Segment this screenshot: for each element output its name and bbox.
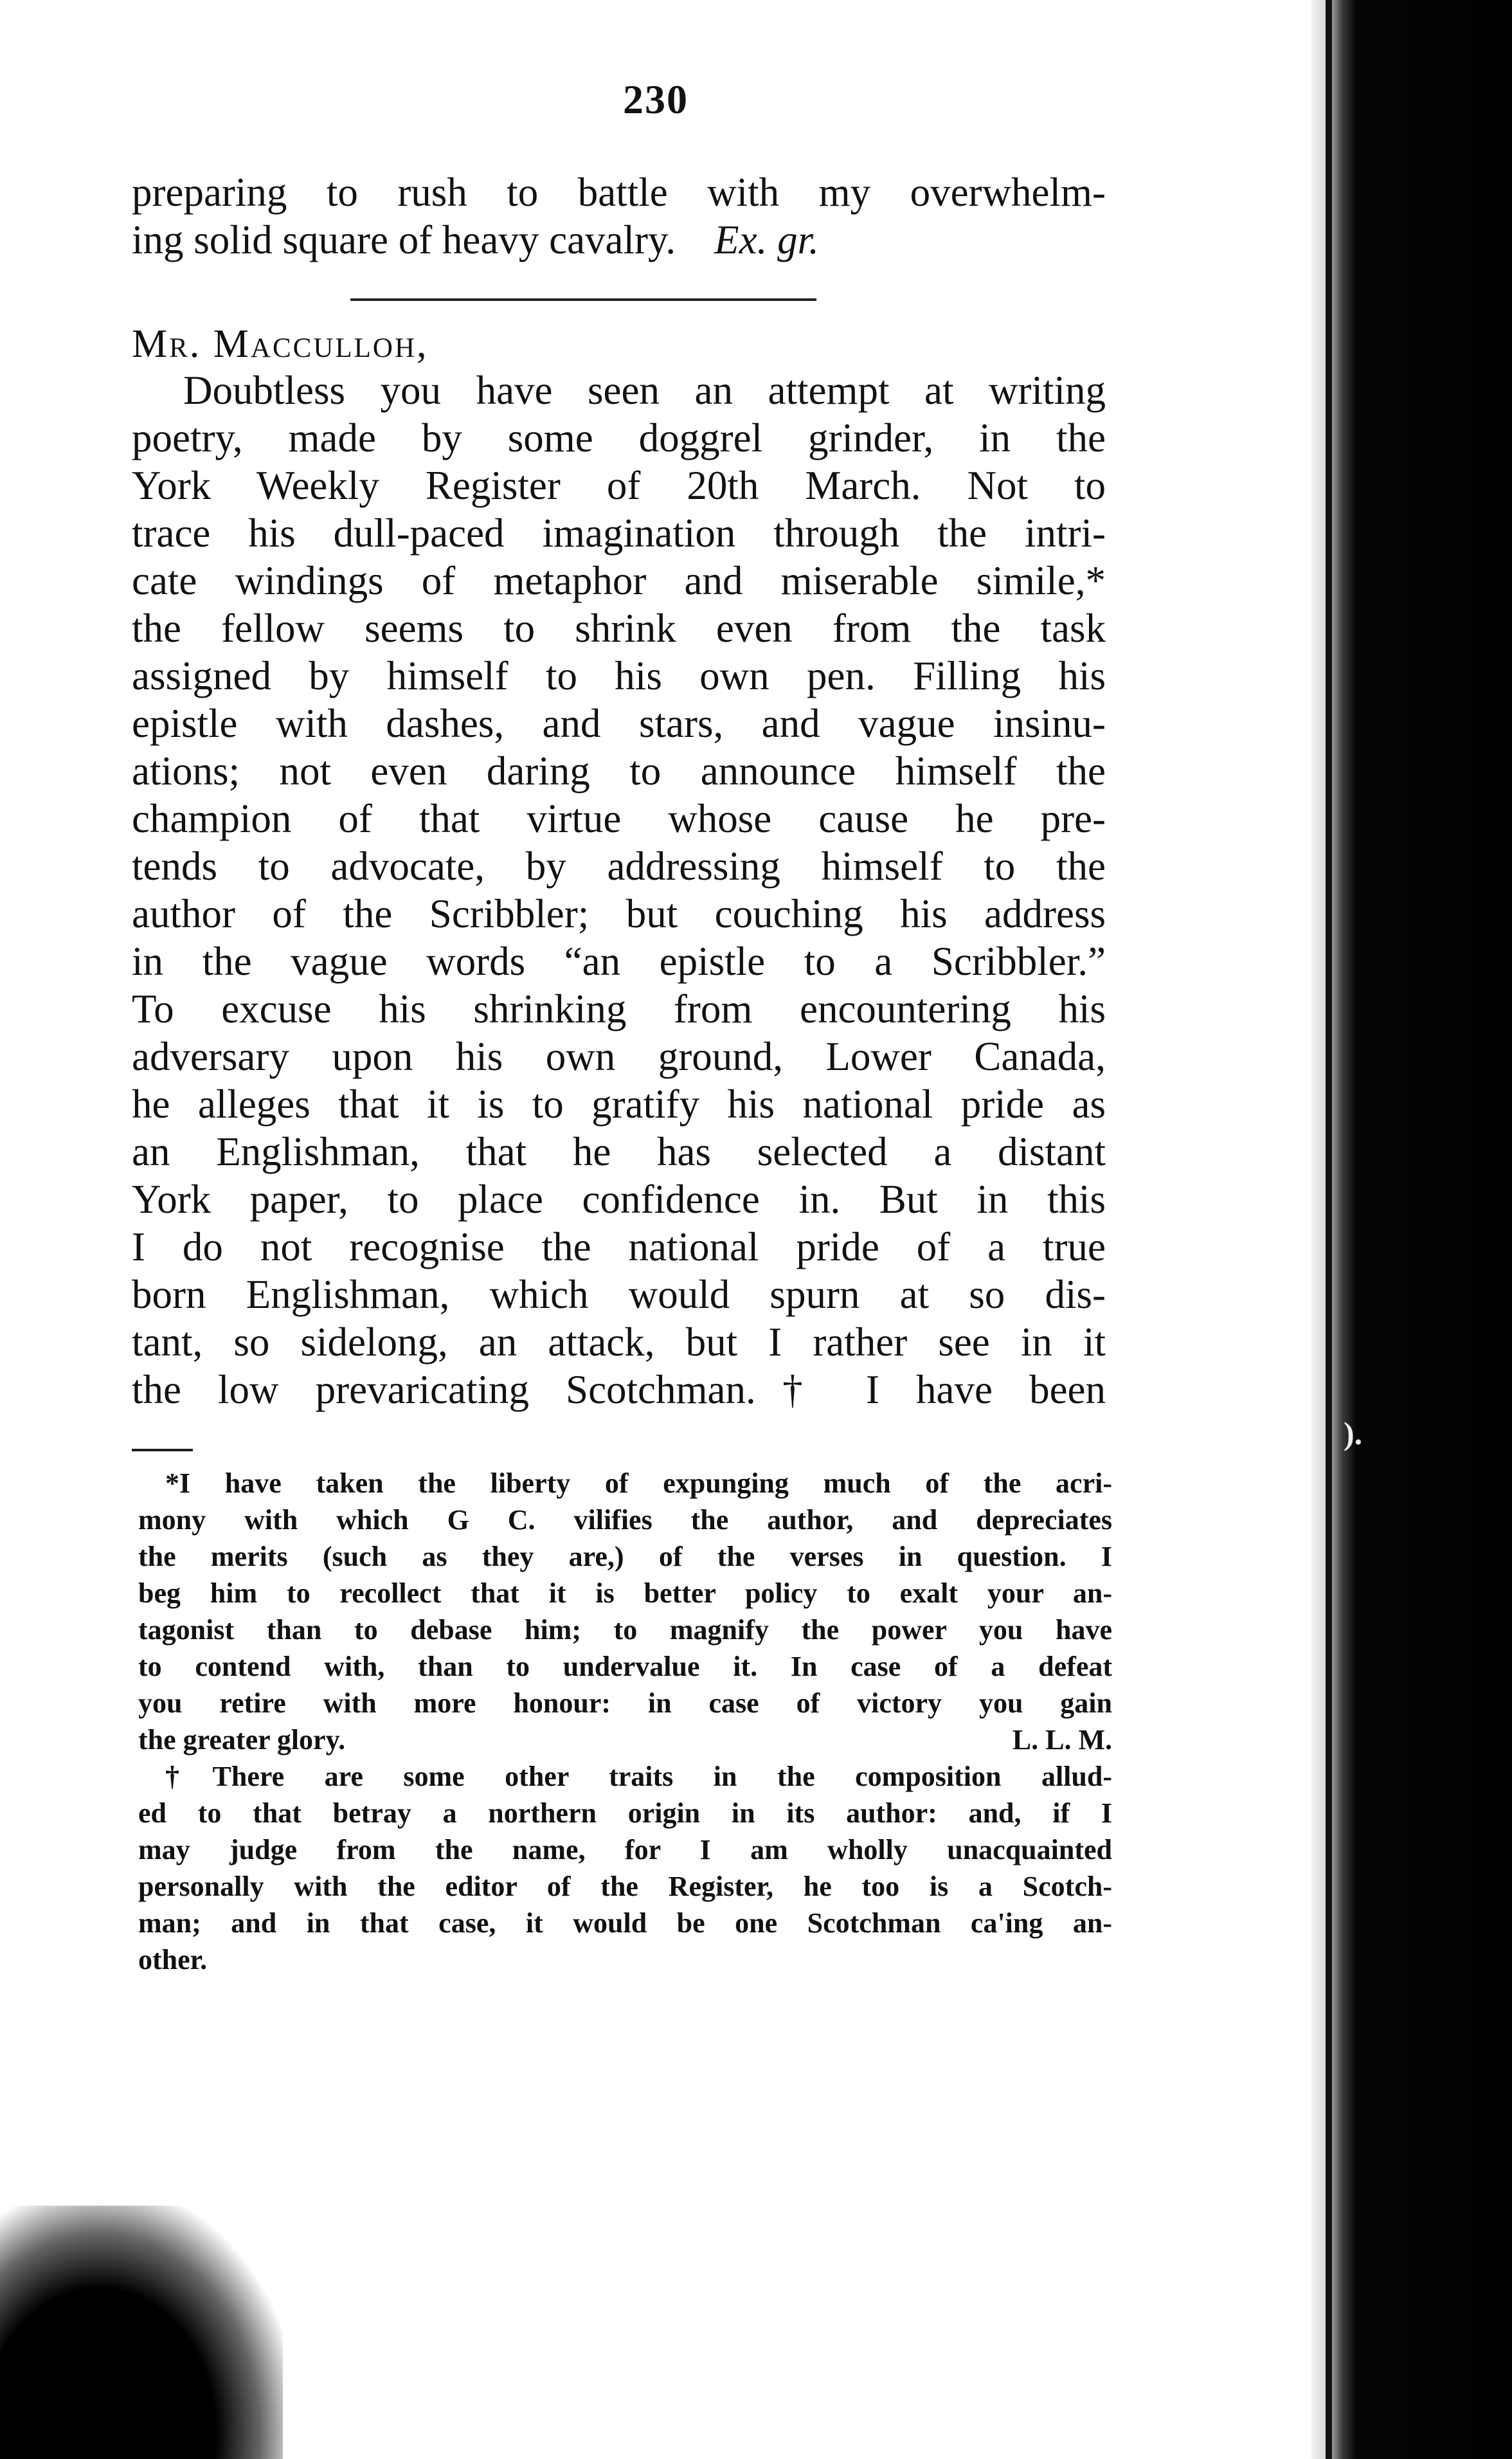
text-line: the low prevaricating Scotchman.† I have been: [132, 1367, 1106, 1412]
text-line: champion of that virtue whose cause he pre-: [132, 796, 1106, 841]
text-line: in the vague words “an epistle to a Scribbler.”: [132, 939, 1106, 984]
text-line: the fellow seems to shrink even from the task: [132, 606, 1106, 651]
text-line: York paper, to place confidence in. But in this: [132, 1177, 1106, 1222]
intro-paragraph: [132, 168, 1106, 264]
footnote-line: beg him to recollect that it is better policy to exalt your an-: [138, 1577, 1112, 1609]
text-line: tant, so sidelong, an attack, but I rather see in it: [132, 1320, 1106, 1365]
example-abbreviation: Ex. gr.: [714, 217, 819, 262]
footnote-line: personally with the editor of the Register, he too is a Scotch-: [138, 1871, 1112, 1902]
footnote-line: ed to that betray a northern origin in its author: and, if I: [138, 1797, 1112, 1829]
letter-salutation: Mr. Macculloh,: [132, 322, 429, 366]
text-line: cate windings of metaphor and miserable simile,*: [132, 558, 1106, 603]
footnote-line: tagonist than to debase him; to magnify the power you have: [138, 1614, 1112, 1646]
footnote-divider: [132, 1449, 193, 1451]
text-line: poetry, made by some doggrel grinder, in the: [132, 415, 1106, 460]
book-gutter: [1311, 0, 1512, 2459]
text-line: tends to advocate, by addressing himself to the: [132, 844, 1106, 889]
footnotes: [138, 1465, 1112, 1978]
section-divider: [350, 298, 816, 301]
footnote-line-content: the greater glory.: [138, 1724, 346, 1756]
text-line: I do not recognise the national pride of a true: [132, 1224, 1106, 1269]
text-line: born Englishman, which would spurn at so dis-: [132, 1272, 1106, 1317]
text-line: trace his dull-paced imagination through the intri-: [132, 511, 1106, 556]
text-line-content: ing solid square of heavy cavalry.: [132, 217, 676, 262]
spine-edge: [1326, 0, 1332, 2459]
footnote-line: the merits (such as they are,) of the verses in question. I: [138, 1541, 1112, 1572]
footnote-line: *I have taken the liberty of expunging much of the acri-: [165, 1467, 1112, 1499]
footnote-line: man; and in that case, it would be one Scotchman ca'ing an-: [138, 1907, 1112, 1939]
text-line: author of the Scribbler; but couching his address: [132, 891, 1106, 936]
footnote-signature: L. L. M.: [1012, 1724, 1112, 1756]
text-line: adversary upon his own ground, Lower Canada,: [132, 1034, 1106, 1079]
text-line: ations; not even daring to announce himself the: [132, 749, 1106, 794]
text-line: he alleges that it is to gratify his national pride as: [132, 1082, 1106, 1127]
text-line: Doubtless you have seen an attempt at writing: [183, 368, 1106, 413]
letter-body: [132, 367, 1106, 1413]
margin-mark: ).: [1344, 1415, 1363, 1451]
text-line: preparing to rush to battle with my overwhelm-: [132, 170, 1106, 215]
text-line: epistle with dashes, and stars, and vague insinu-: [132, 701, 1106, 746]
footnote-line: other.: [138, 1944, 208, 1975]
footnote-asterisk: [138, 1465, 1112, 1758]
text-line: York Weekly Register of 20th March. Not to: [132, 463, 1106, 508]
footnote-line: [138, 1721, 1112, 1758]
footnote-line: to contend with, than to undervalue it. In case of a defeat: [138, 1651, 1112, 1682]
page-number: 230: [623, 77, 688, 122]
footnote-line: †There are some other traits in the composition allud-: [165, 1761, 1112, 1792]
footnote-line: you retire with more honour: in case of victory you gain: [138, 1687, 1112, 1719]
text-line: [132, 216, 1106, 264]
footnote-line: may judge from the name, for I am wholly unacquainted: [138, 1834, 1112, 1865]
footnote-dagger: [138, 1758, 1112, 1978]
footnote-line: mony with which G C. vilifies the author, and depreciates: [138, 1504, 1112, 1536]
ink-blot: [0, 2206, 283, 2459]
text-line: an Englishman, that he has selected a distant: [132, 1129, 1106, 1174]
text-line: To excuse his shrinking from encountering his: [132, 986, 1106, 1031]
text-line: assigned by himself to his own pen. Filling his: [132, 653, 1106, 698]
